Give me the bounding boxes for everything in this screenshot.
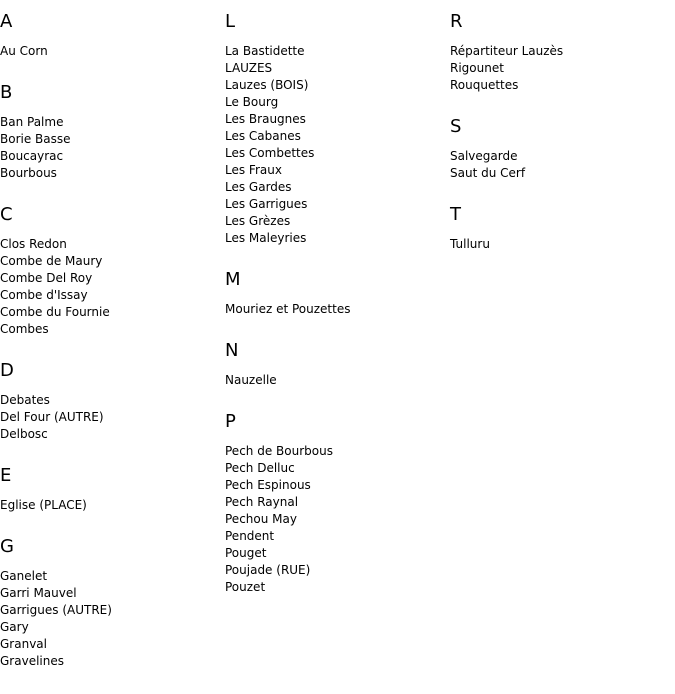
place-name: Combe d'Issay [0, 288, 88, 302]
place-name: Les Gardes [225, 180, 292, 194]
place-name: Les Braugnes [225, 112, 306, 126]
letter-heading: G [0, 536, 14, 557]
place-name: Ganelet [0, 569, 48, 583]
place-list [450, 148, 670, 182]
letter-group-l [225, 10, 445, 247]
letter-heading: B [0, 82, 13, 103]
place-name: Pouzet [225, 580, 266, 594]
place-name: Salvegarde [450, 149, 518, 163]
place-name: Pech de Bourbous [225, 444, 333, 458]
letter-heading: M [225, 269, 241, 290]
letter-heading: C [0, 204, 13, 225]
place-list [450, 236, 670, 253]
letter-heading: L [225, 11, 236, 32]
place-name: Rouquettes [450, 78, 519, 92]
letter-heading: S [450, 116, 462, 137]
place-name: Pouget [225, 546, 267, 560]
place-name: La Bastidette [225, 44, 305, 58]
place-name: Nauzelle [225, 373, 277, 387]
place-name: Répartiteur Lauzès [450, 44, 564, 58]
place-name: Garrigues (AUTRE) [0, 603, 112, 617]
place-list [225, 443, 445, 596]
place-name: Rigounet [450, 61, 504, 75]
letter-heading: P [225, 411, 236, 432]
place-name: Le Bourg [225, 95, 279, 109]
place-name: Les Grèzes [225, 214, 291, 228]
index-column-2 [225, 10, 445, 617]
place-list [0, 568, 220, 670]
place-name: Boucayrac [0, 149, 64, 163]
letter-heading: N [225, 340, 239, 361]
place-name: Gary [0, 620, 29, 634]
letter-group-s [450, 115, 670, 182]
place-name: Tulluru [450, 237, 490, 251]
letter-group-e [0, 464, 220, 514]
place-name: Debates [0, 393, 50, 407]
place-list [450, 43, 670, 94]
letter-group-b [0, 81, 220, 182]
place-list [0, 497, 220, 514]
letter-group-a [0, 10, 220, 60]
letter-group-r [450, 10, 670, 94]
place-name: Pechou May [225, 512, 297, 526]
letter-group-m [225, 268, 445, 318]
place-name: Combes [0, 322, 49, 336]
place-name: Les Garrigues [225, 197, 308, 211]
index-column-1 [0, 10, 220, 691]
place-name: Ban Palme [0, 115, 64, 129]
place-list [0, 43, 220, 60]
letter-group-g [0, 535, 220, 670]
place-list [0, 236, 220, 338]
letter-heading: A [0, 11, 13, 32]
place-list [0, 114, 220, 182]
place-name: Pech Espinous [225, 478, 311, 492]
place-name: Les Maleyries [225, 231, 307, 245]
place-name: Del Four (AUTRE) [0, 410, 104, 424]
letter-heading: T [450, 204, 461, 225]
index-column-3 [450, 10, 670, 274]
place-name: Au Corn [0, 44, 48, 58]
place-name: Lauzes (BOIS) [225, 78, 309, 92]
place-name: Gravelines [0, 654, 64, 668]
place-name: Borie Basse [0, 132, 71, 146]
place-name: Garri Mauvel [0, 586, 77, 600]
place-name: Combe de Maury [0, 254, 103, 268]
place-list [225, 301, 445, 318]
place-name: Clos Redon [0, 237, 67, 251]
letter-group-n [225, 339, 445, 389]
place-name: Pech Raynal [225, 495, 299, 509]
place-name: Mouriez et Pouzettes [225, 302, 351, 316]
place-name: LAUZES [225, 61, 273, 75]
place-list [0, 392, 220, 443]
place-name: Les Cabanes [225, 129, 301, 143]
letter-group-c [0, 203, 220, 338]
place-name: Combe Del Roy [0, 271, 93, 285]
place-name: Pendent [225, 529, 275, 543]
letter-heading: E [0, 465, 12, 486]
place-list [225, 372, 445, 389]
letter-group-t [450, 203, 670, 253]
place-name: Pech Delluc [225, 461, 295, 475]
place-name: Les Combettes [225, 146, 315, 160]
place-list [225, 43, 445, 247]
place-name: Poujade (RUE) [225, 563, 311, 577]
place-name: Delbosc [0, 427, 48, 441]
place-name: Bourbous [0, 166, 57, 180]
letter-heading: R [450, 11, 463, 32]
place-name: Les Fraux [225, 163, 282, 177]
letter-group-p [225, 410, 445, 596]
place-name: Saut du Cerf [450, 166, 526, 180]
letter-heading: D [0, 360, 14, 381]
place-name: Combe du Fournie [0, 305, 110, 319]
place-name: Eglise (PLACE) [0, 498, 87, 512]
letter-group-d [0, 359, 220, 443]
place-name: Granval [0, 637, 47, 651]
